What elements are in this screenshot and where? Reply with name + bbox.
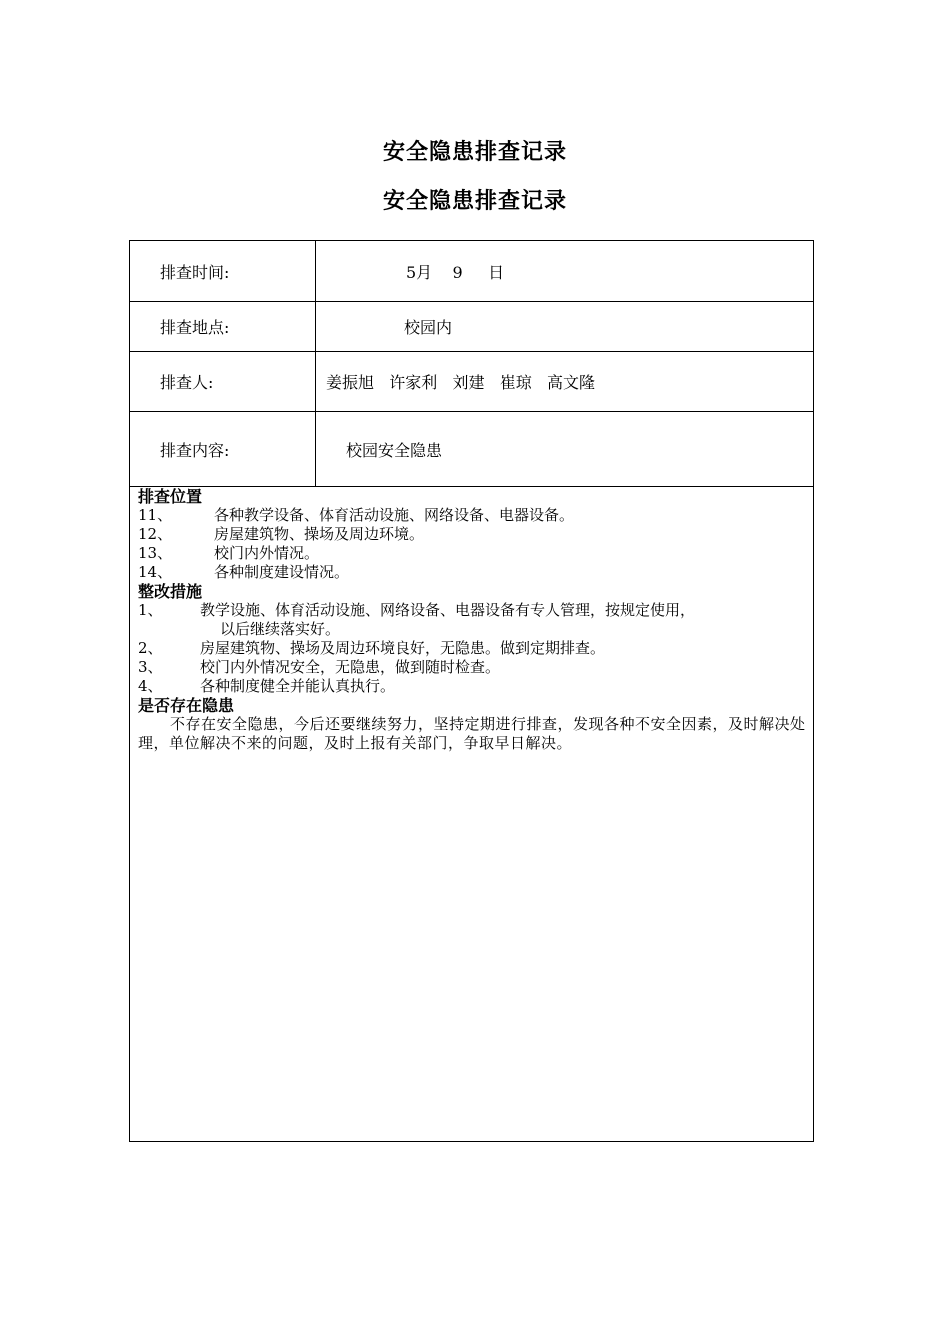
section-heading-measures: 整改措施 [138, 582, 203, 601]
list-item [138, 563, 808, 582]
item-text: 各种教学设备、体育活动设施、网络设备、电器设备。 [214, 506, 575, 524]
row-label-time: 排查时间: [130, 241, 316, 301]
item-text: 教学设施、体育活动设施、网络设备、电器设备有专人管理，按规定使用， [200, 601, 696, 619]
row-value-location: 校园内 [404, 318, 453, 337]
table-row [130, 352, 813, 412]
row-value-content: 校园安全隐患 [346, 440, 443, 460]
list-item [138, 544, 808, 563]
item-number: 1、 [138, 601, 163, 619]
item-number: 12、 [138, 525, 173, 543]
item-number: 11、 [138, 506, 173, 524]
item-text: 校门内外情况。 [214, 544, 320, 562]
list-item [138, 601, 808, 620]
list-item-continuation: 以后继续落实好。 [220, 620, 341, 638]
item-text: 房屋建筑物、操场及周边环境。 [214, 525, 425, 543]
record-body [138, 487, 808, 753]
item-number: 14、 [138, 563, 173, 581]
item-number: 13、 [138, 544, 173, 562]
item-number: 3、 [138, 658, 163, 676]
conclusion-paragraph: 不存在安全隐患，今后还要继续努力，坚持定期进行排查，发现各种不安全因素，及时解决处理，单位解决不来的问题，及时上报有关部门，争取早日解决。 [138, 715, 806, 752]
item-text: 各种制度健全并能认真执行。 [200, 677, 396, 695]
item-number: 4、 [138, 677, 163, 695]
row-value-time: 5月 9 日 [406, 262, 505, 282]
row-label-content: 排查内容: [130, 412, 316, 486]
row-label-inspectors: 排查人: [130, 352, 316, 411]
row-label-location: 排查地点: [130, 302, 316, 351]
list-item [138, 658, 808, 677]
list-item [138, 677, 808, 696]
list-item [138, 639, 808, 658]
item-number: 2、 [138, 639, 163, 657]
table-row [130, 412, 813, 487]
document-title: 安全隐患排查记录 [382, 140, 567, 165]
document-subtitle: 安全隐患排查记录 [382, 189, 567, 214]
item-text: 各种制度建设情况。 [214, 563, 350, 581]
list-item [138, 506, 808, 525]
table-row [130, 302, 813, 352]
record-table [129, 240, 814, 1142]
item-text: 校门内外情况安全，无隐患，做到随时检查。 [200, 658, 501, 676]
row-value-inspectors: 姜振旭 许家利 刘建 崔琼 高文隆 [326, 373, 596, 392]
section-heading-hazard: 是否存在隐患 [138, 696, 235, 715]
section-heading-location: 排查位置 [138, 487, 203, 506]
list-item [138, 525, 808, 544]
item-text: 房屋建筑物、操场及周边环境良好，无隐患。做到定期排查。 [200, 639, 606, 657]
table-row [130, 241, 813, 302]
